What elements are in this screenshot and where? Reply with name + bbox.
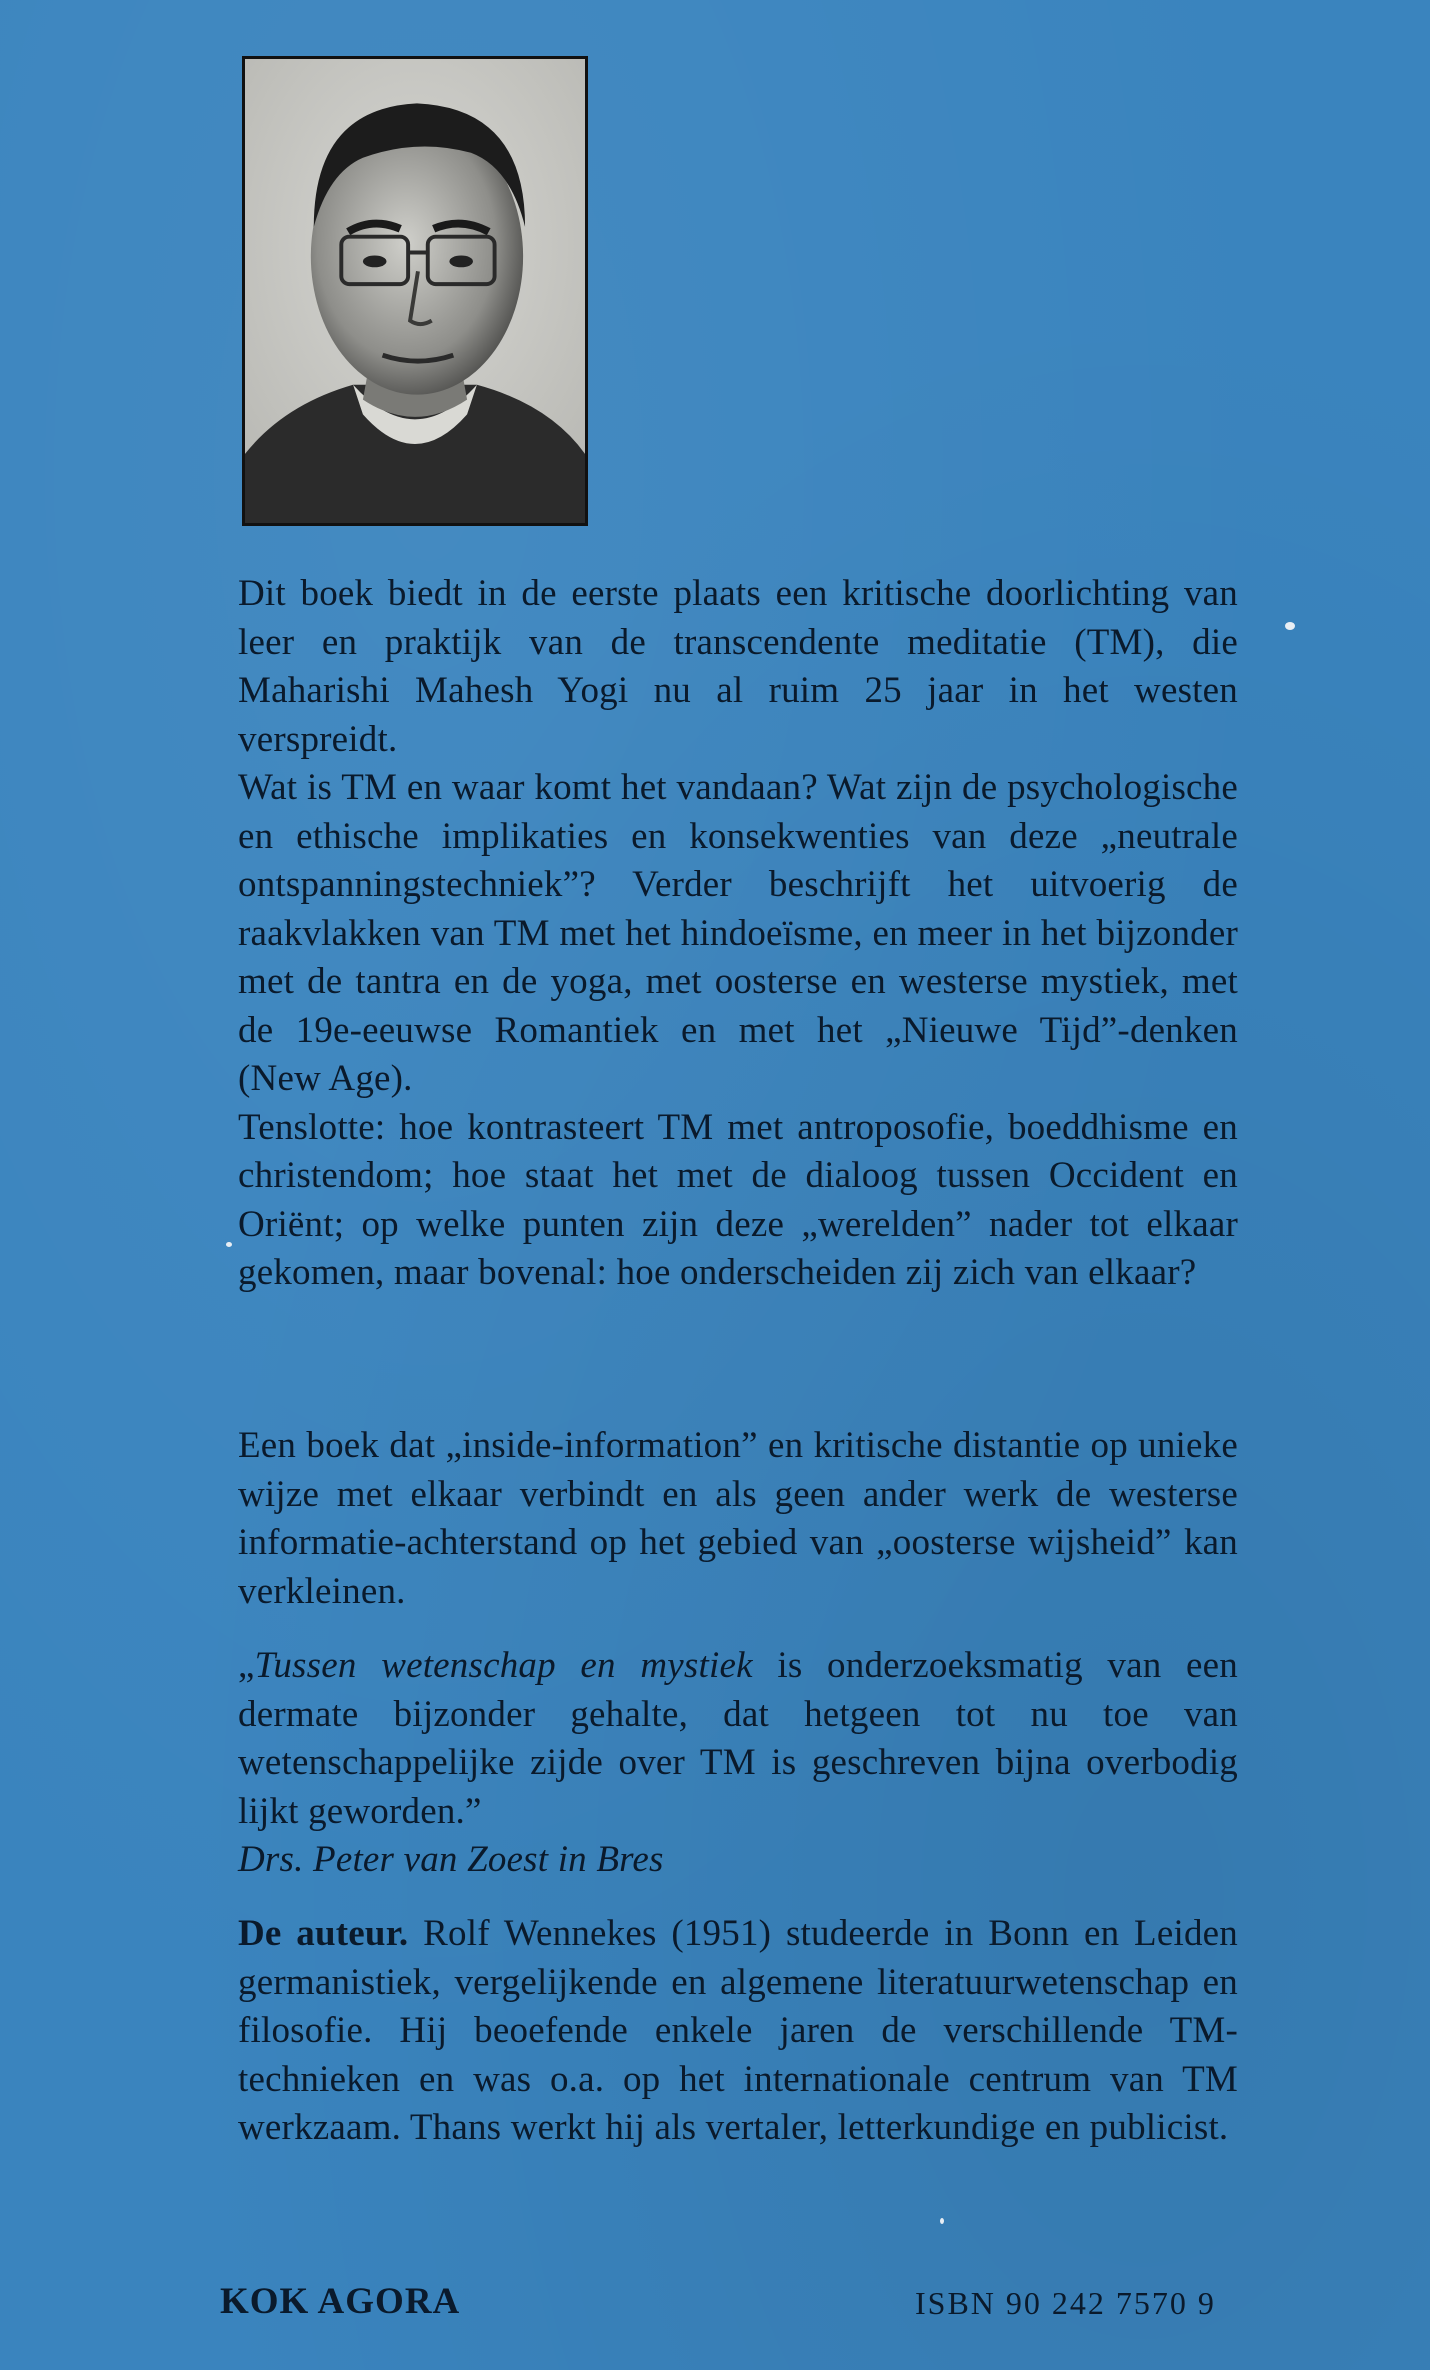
- isbn-number: ISBN 90 242 7570 9: [915, 2285, 1216, 2321]
- summary-paragraph: Een boek dat „inside-information” en kritische distantie op unieke wijze met elkaar verbindt en als geen ander werk de westerse informatie-achterstand op het gebied van „oosterse wijsheid” kan verkleinen.: [238, 1425, 1238, 1612]
- quote-body: is onderzoeksmatig van een dermate bijzonder gehalte, dat hetgeen tot nu toe van wetenschappelijke zijde over TM is geschreven bijna overbodig lijkt geworden.”: [238, 1645, 1238, 1832]
- print-speck: [940, 2218, 944, 2224]
- quote-attribution: Drs. Peter van Zoest in Bres: [238, 1839, 664, 1880]
- review-quote: [238, 1642, 1238, 1885]
- print-speck: [226, 1242, 232, 1247]
- publisher-name: KOK AGORA: [220, 2281, 461, 2322]
- description-paragraph-3: Tenslotte: hoe kontrasteert TM met antroposofie, boeddhisme en christendom; hoe staat het met de dialoog tussen Occident en Oriënt; op welke punten zijn deze „werelden” nader tot elkaar gekomen, maar bovenal: hoe onderscheiden zij zich van elkaar?: [238, 1106, 1238, 1293]
- quote-open-mark: „: [238, 1645, 255, 1686]
- quote-book-title: Tussen wetenschap en mystiek: [254, 1645, 753, 1686]
- print-speck: [1285, 622, 1295, 630]
- description-paragraph-2: Wat is TM en waar komt het vandaan? Wat zijn de psychologische en ethische implikaties en konsekwenties van deze „neutrale ontspanningstechniek”? Verder beschrijft het uitvoerig de raakvlakken van TM met het hindoeïsme, en meer in het bijzonder met de tantra en de yoga, met oosterse en westerse mystiek, met de 19e-eeuwse Romantiek en met het „Nieuwe Tijd”-denken (New Age).: [238, 767, 1238, 1099]
- description-paragraph-1: Dit boek biedt in de eerste plaats een kritische doorlichting van leer en praktijk van de transcendente meditatie (TM), die Maharishi Mahesh Yogi nu al ruim 25 jaar in het westen verspreidt.: [238, 573, 1238, 760]
- quote-text: [238, 1642, 1238, 1836]
- author-heading: De auteur.: [238, 1913, 409, 1954]
- author-bio-text: [238, 1910, 1238, 2153]
- author-photo: [242, 56, 588, 526]
- author-body: Rolf Wennekes (1951) studeerde in Bonn en Leiden germanistiek, vergelijkende en algemene literatuurwetenschap en filosofie. Hij beoefende enkele jaren de verschillende TM-technieken en was o.a. op het internationale centrum van TM werkzaam. Thans werkt hij als vertaler, letterkundige en publicist.: [238, 1913, 1238, 2148]
- description-main: [238, 570, 1238, 1298]
- author-bio: [238, 1910, 1238, 2153]
- author-portrait-icon: [245, 59, 585, 523]
- description-summary: [238, 1422, 1238, 1616]
